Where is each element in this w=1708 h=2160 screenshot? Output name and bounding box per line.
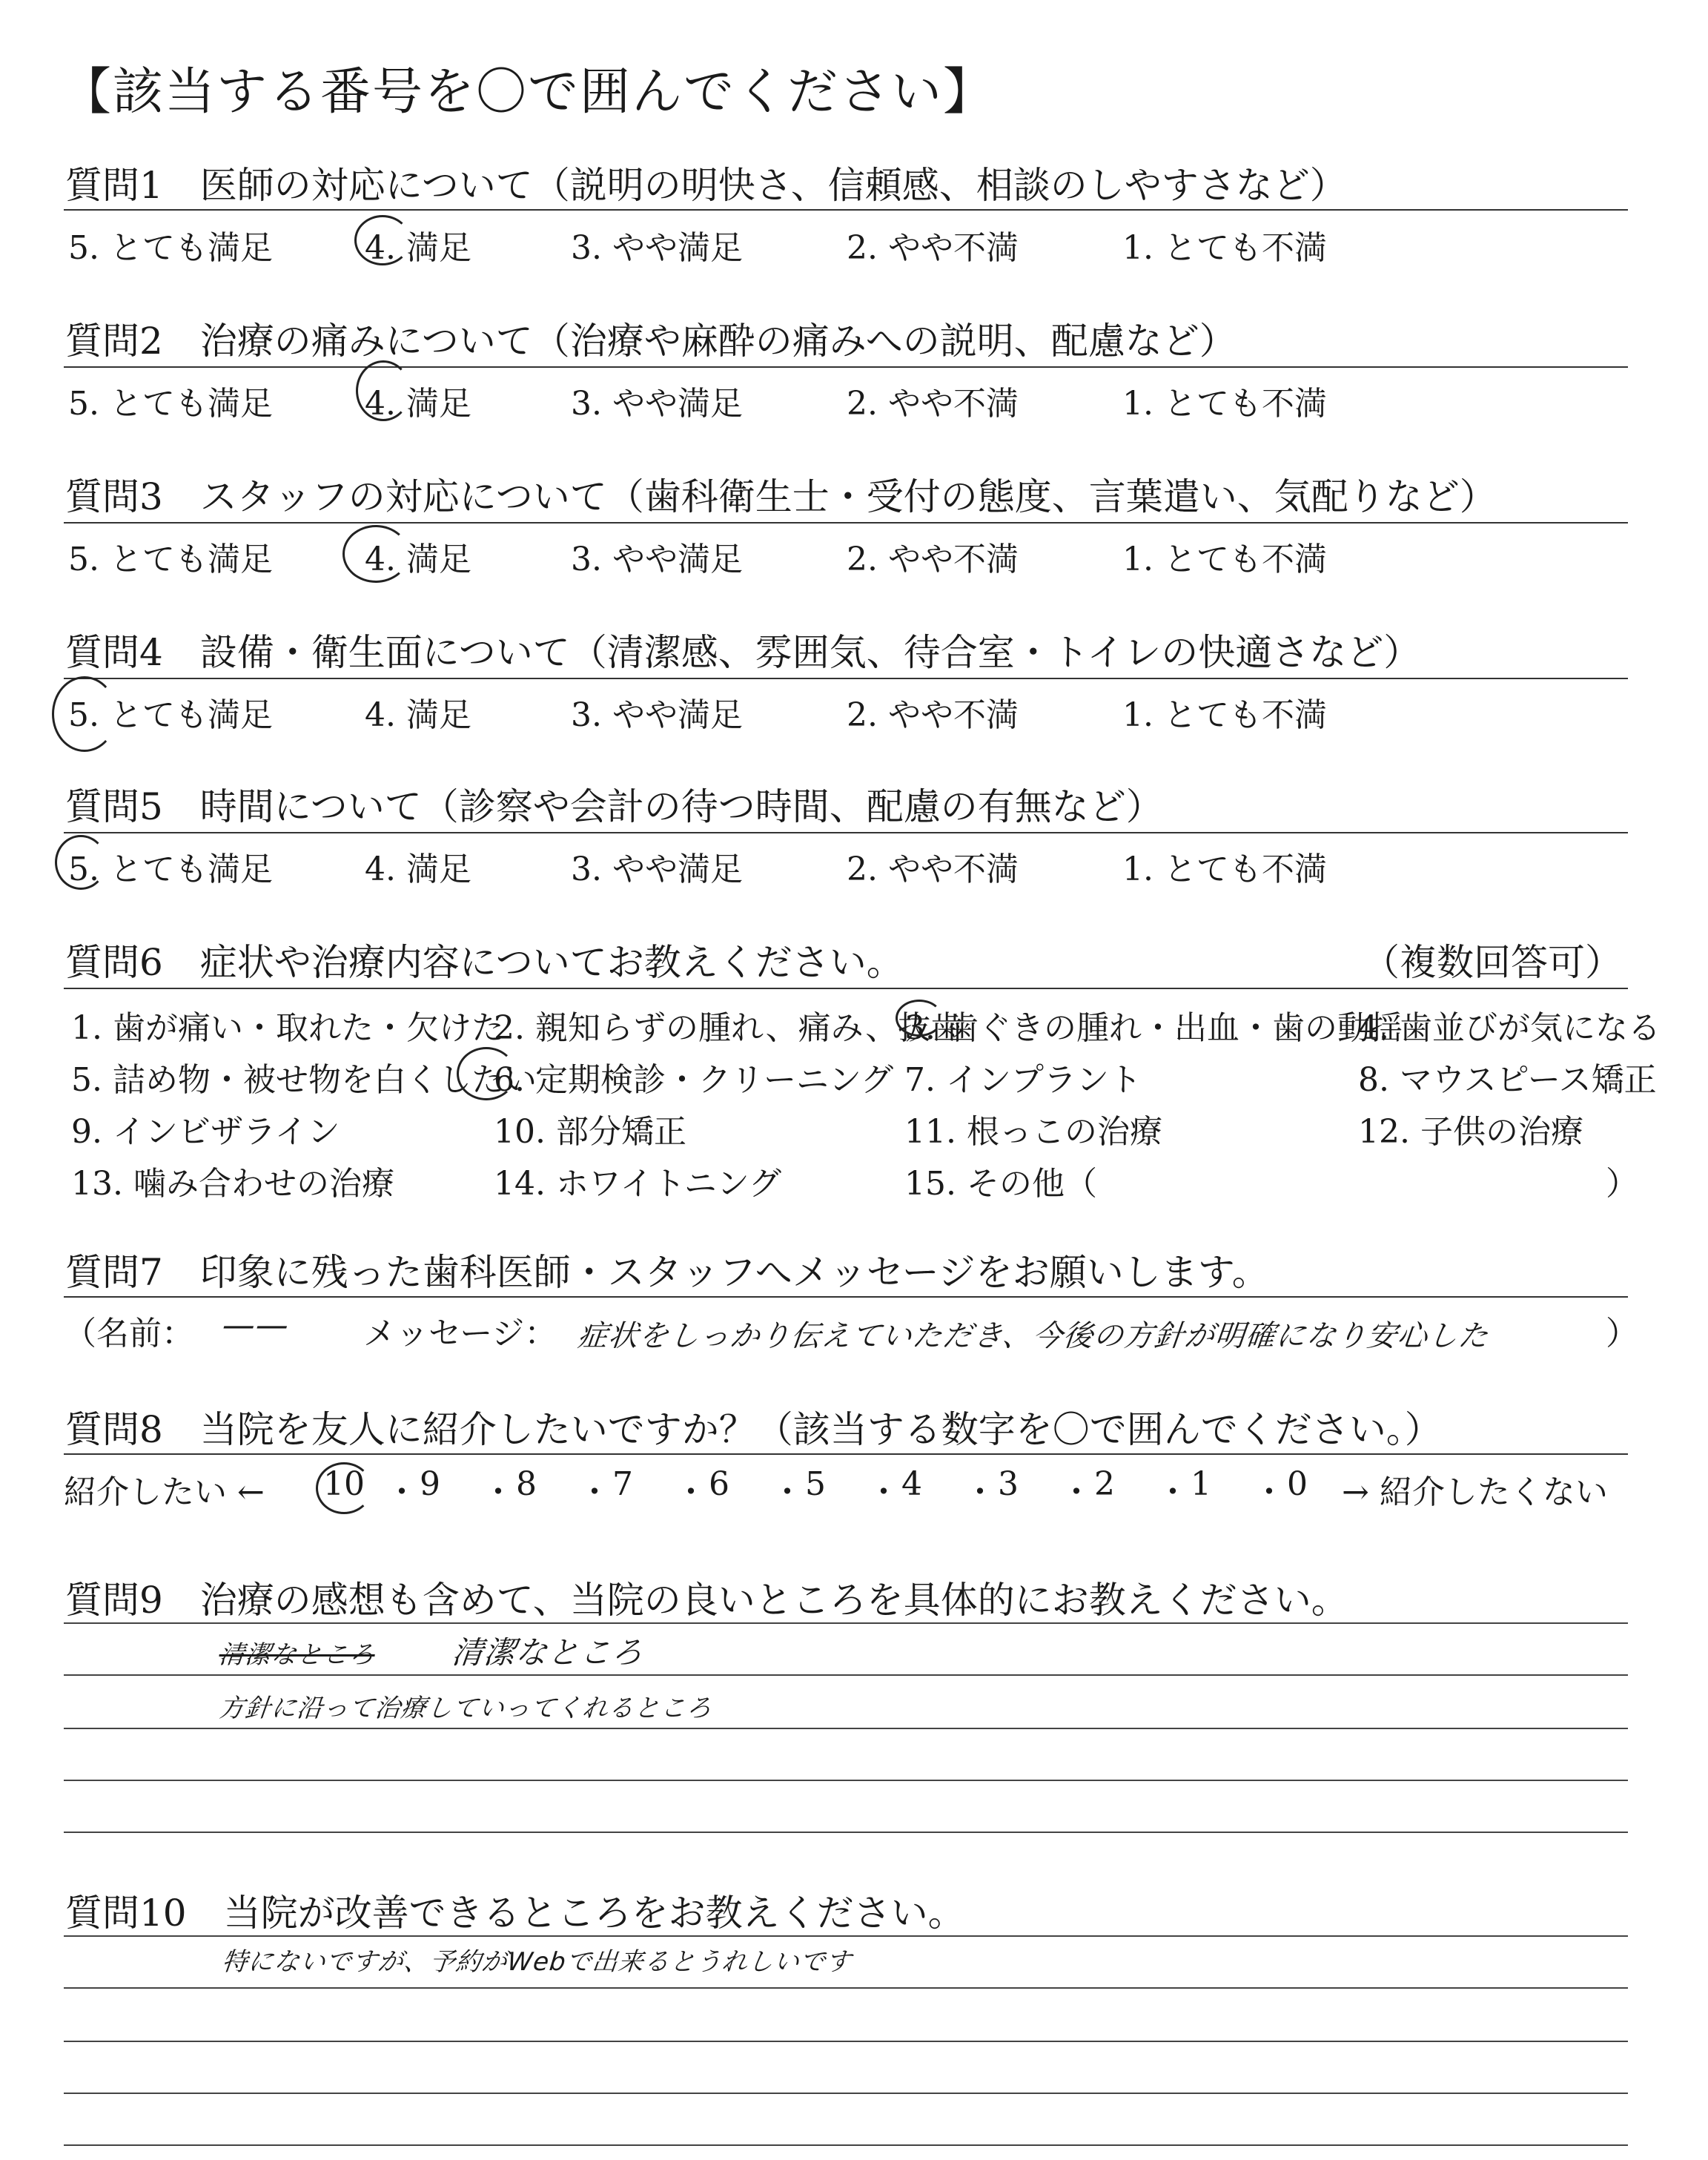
q8-right-label: → 紹介したくない — [1342, 1473, 1608, 1511]
q8-scale-separator: ・ — [578, 1473, 611, 1511]
q9-line-2 — [64, 1674, 1628, 1676]
q4-option-2[interactable]: 2. やや不満 — [847, 696, 1019, 734]
q9-answer-2[interactable]: 方針に沿って治療していってくれるところ — [217, 1694, 714, 1723]
q6-answer-circle-3 — [896, 1000, 943, 1037]
q1-option-1[interactable]: 1. とても不満 — [1122, 229, 1327, 267]
q8-scale-2[interactable]: 2 — [1094, 1465, 1115, 1503]
q8-scale-separator: ・ — [385, 1473, 418, 1511]
q7-close-paren: ） — [1606, 1315, 1638, 1353]
q9-line-5 — [64, 1832, 1628, 1833]
q1-option-3[interactable]: 3. やや満足 — [571, 229, 743, 267]
q8-scale-separator: ・ — [1156, 1473, 1189, 1511]
q6-item-6[interactable]: 6. 定期検診・クリーニング — [494, 1061, 894, 1099]
q8-scale-7[interactable]: 7 — [612, 1465, 633, 1503]
q6-item-10[interactable]: 10. 部分矯正 — [494, 1113, 686, 1151]
q8-scale-separator: ・ — [675, 1473, 707, 1511]
q6-other-close-paren: ） — [1606, 1165, 1638, 1203]
q2-option-3[interactable]: 3. やや満足 — [571, 385, 743, 423]
q8-scale-separator: ・ — [482, 1473, 514, 1511]
q1-option-4[interactable]: 4. 満足 — [365, 229, 471, 267]
q4-answer-circle — [52, 676, 117, 752]
q5-option-2[interactable]: 2. やや不満 — [847, 851, 1019, 888]
q6-item-11[interactable]: 11. 根っこの治療 — [904, 1113, 1162, 1151]
q6-item-13[interactable]: 13. 噛み合わせの治療 — [71, 1165, 394, 1203]
q2-option-4[interactable]: 4. 満足 — [365, 385, 471, 423]
question-6-note: （複数回答可） — [1363, 941, 1622, 984]
q8-scale-5[interactable]: 5 — [805, 1465, 826, 1503]
q6-item-2[interactable]: 2. 親知らずの腫れ、痛み、抜歯 — [494, 1009, 964, 1047]
q9-line-1 — [64, 1622, 1628, 1624]
q7-name-label: （名前： — [64, 1315, 194, 1353]
q4-option-4[interactable]: 4. 満足 — [365, 696, 471, 734]
question-1-rule — [64, 209, 1628, 211]
question-3-title: 質問3 スタッフの対応について（歯科衛生士・受付の態度、言葉遣い、気配りなど） — [65, 475, 1497, 518]
q8-scale-1[interactable]: 1 — [1191, 1465, 1211, 1503]
q8-scale-9[interactable]: 9 — [420, 1465, 440, 1503]
q6-item-14[interactable]: 14. ホワイトニング — [494, 1165, 782, 1203]
q8-scale-separator: ・ — [771, 1473, 804, 1511]
q6-item-12[interactable]: 12. 子供の治療 — [1358, 1113, 1583, 1151]
q3-option-3[interactable]: 3. やや満足 — [571, 541, 743, 578]
question-8-rule — [64, 1453, 1628, 1455]
q6-item-3[interactable]: 3. 歯ぐきの腫れ・出血・歯の動揺 — [904, 1009, 1403, 1047]
q4-option-1[interactable]: 1. とても不満 — [1122, 696, 1327, 734]
q7-name-value[interactable]: —— — [220, 1307, 291, 1344]
q3-option-4[interactable]: 4. 満足 — [365, 541, 471, 578]
q10-line-5 — [64, 2144, 1628, 2146]
q6-item-1[interactable]: 1. 歯が痛い・取れた・欠けた — [71, 1009, 504, 1047]
q3-option-5[interactable]: 5. とても満足 — [68, 541, 273, 578]
question-7-title: 質問7 印象に残った歯科医師・スタッフへメッセージをお願いします。 — [65, 1251, 1269, 1294]
q5-option-1[interactable]: 1. とても不満 — [1122, 851, 1327, 888]
question-2-title: 質問2 治療の痛みについて（治療や麻酔の痛みへの説明、配慮など） — [65, 320, 1237, 363]
question-4-title: 質問4 設備・衛生面について（清潔感、雰囲気、待合室・トイレの快適さなど） — [65, 631, 1421, 674]
q10-line-2 — [64, 1987, 1628, 1989]
q2-option-5[interactable]: 5. とても満足 — [68, 385, 273, 423]
question-5-rule — [64, 832, 1628, 833]
question-8-title: 質問8 当院を友人に紹介したいですか？（該当する数字を〇で囲んでください。） — [65, 1408, 1442, 1451]
q8-scale-separator: ・ — [867, 1473, 900, 1511]
q1-option-2[interactable]: 2. やや不満 — [847, 229, 1019, 267]
q3-answer-circle — [342, 525, 409, 583]
q7-message-text[interactable]: 症状をしっかり伝えていただき、今後の方針が明確になり安心した — [576, 1319, 1491, 1353]
q10-line-3 — [64, 2041, 1628, 2042]
q2-option-2[interactable]: 2. やや不満 — [847, 385, 1019, 423]
q1-option-5[interactable]: 5. とても満足 — [68, 229, 273, 267]
q8-scale-10[interactable]: 10 — [323, 1465, 365, 1503]
q8-scale-separator: ・ — [964, 1473, 996, 1511]
q8-left-label: 紹介したい ← — [64, 1473, 265, 1511]
q9-line-4 — [64, 1780, 1628, 1781]
q2-answer-circle — [356, 360, 411, 421]
q9-line-3 — [64, 1728, 1628, 1729]
q5-option-4[interactable]: 4. 満足 — [365, 851, 471, 888]
question-9-title: 質問9 治療の感想も含めて、当院の良いところを具体的にお教えください。 — [65, 1579, 1348, 1622]
q8-scale-4[interactable]: 4 — [901, 1465, 922, 1503]
q5-option-5[interactable]: 5. とても満足 — [68, 851, 273, 888]
q2-option-1[interactable]: 1. とても不満 — [1122, 385, 1327, 423]
question-6-rule — [64, 988, 1628, 989]
question-7-rule — [64, 1296, 1628, 1298]
q8-scale-0[interactable]: 0 — [1287, 1465, 1308, 1503]
q10-answer-1[interactable]: 特にないですが、予約がWebで出来るとうれしいです — [220, 1947, 853, 1977]
q8-scale-6[interactable]: 6 — [709, 1465, 729, 1503]
q9-struck-answer: 清潔なところ — [217, 1640, 377, 1670]
q3-option-2[interactable]: 2. やや不満 — [847, 541, 1019, 578]
q6-item-15[interactable]: 15. その他（ — [904, 1165, 1097, 1203]
question-6-title: 質問6 症状や治療内容についてお教えください。 — [65, 941, 904, 984]
question-2-rule — [64, 366, 1628, 368]
q8-scale-8[interactable]: 8 — [516, 1465, 537, 1503]
q5-answer-circle — [55, 835, 107, 890]
q5-option-3[interactable]: 3. やや満足 — [571, 851, 743, 888]
q4-option-5[interactable]: 5. とても満足 — [68, 696, 273, 734]
page-header: 【該当する番号を〇で囲んでください】 — [61, 63, 996, 122]
q1-answer-circle — [354, 215, 411, 265]
q8-scale-separator: ・ — [1060, 1473, 1093, 1511]
question-10-title: 質問10 当院が改善できるところをお教えください。 — [65, 1892, 965, 1935]
q6-item-4[interactable]: 4. 歯並びが気になる — [1358, 1009, 1661, 1047]
q7-message-label: メッセージ： — [363, 1315, 557, 1353]
q6-item-9[interactable]: 9. インビザライン — [71, 1113, 340, 1151]
q8-answer-circle — [316, 1462, 372, 1514]
q6-item-7[interactable]: 7. インプラント — [904, 1061, 1142, 1099]
q3-option-1[interactable]: 1. とても不満 — [1122, 541, 1327, 578]
q6-item-5[interactable]: 5. 詰め物・被せ物を白くしたい — [71, 1061, 537, 1099]
q4-option-3[interactable]: 3. やや満足 — [571, 696, 743, 734]
question-3-rule — [64, 522, 1628, 524]
question-5-title: 質問5 時間について（診察や会計の待つ時間、配慮の有無など） — [65, 785, 1163, 828]
q8-scale-separator: ・ — [1253, 1473, 1285, 1511]
question-4-rule — [64, 678, 1628, 679]
question-1-title: 質問1 医師の対応について（説明の明快さ、信頼感、相談のしやすさなど） — [65, 164, 1347, 207]
q9-answer-1[interactable]: 清潔なところ — [450, 1634, 646, 1671]
q6-item-8[interactable]: 8. マウスピース矯正 — [1358, 1061, 1657, 1099]
q10-line-4 — [64, 2093, 1628, 2094]
q6-answer-circle-6 — [457, 1047, 516, 1100]
q8-scale-3[interactable]: 3 — [998, 1465, 1019, 1503]
q10-line-1 — [64, 1935, 1628, 1937]
